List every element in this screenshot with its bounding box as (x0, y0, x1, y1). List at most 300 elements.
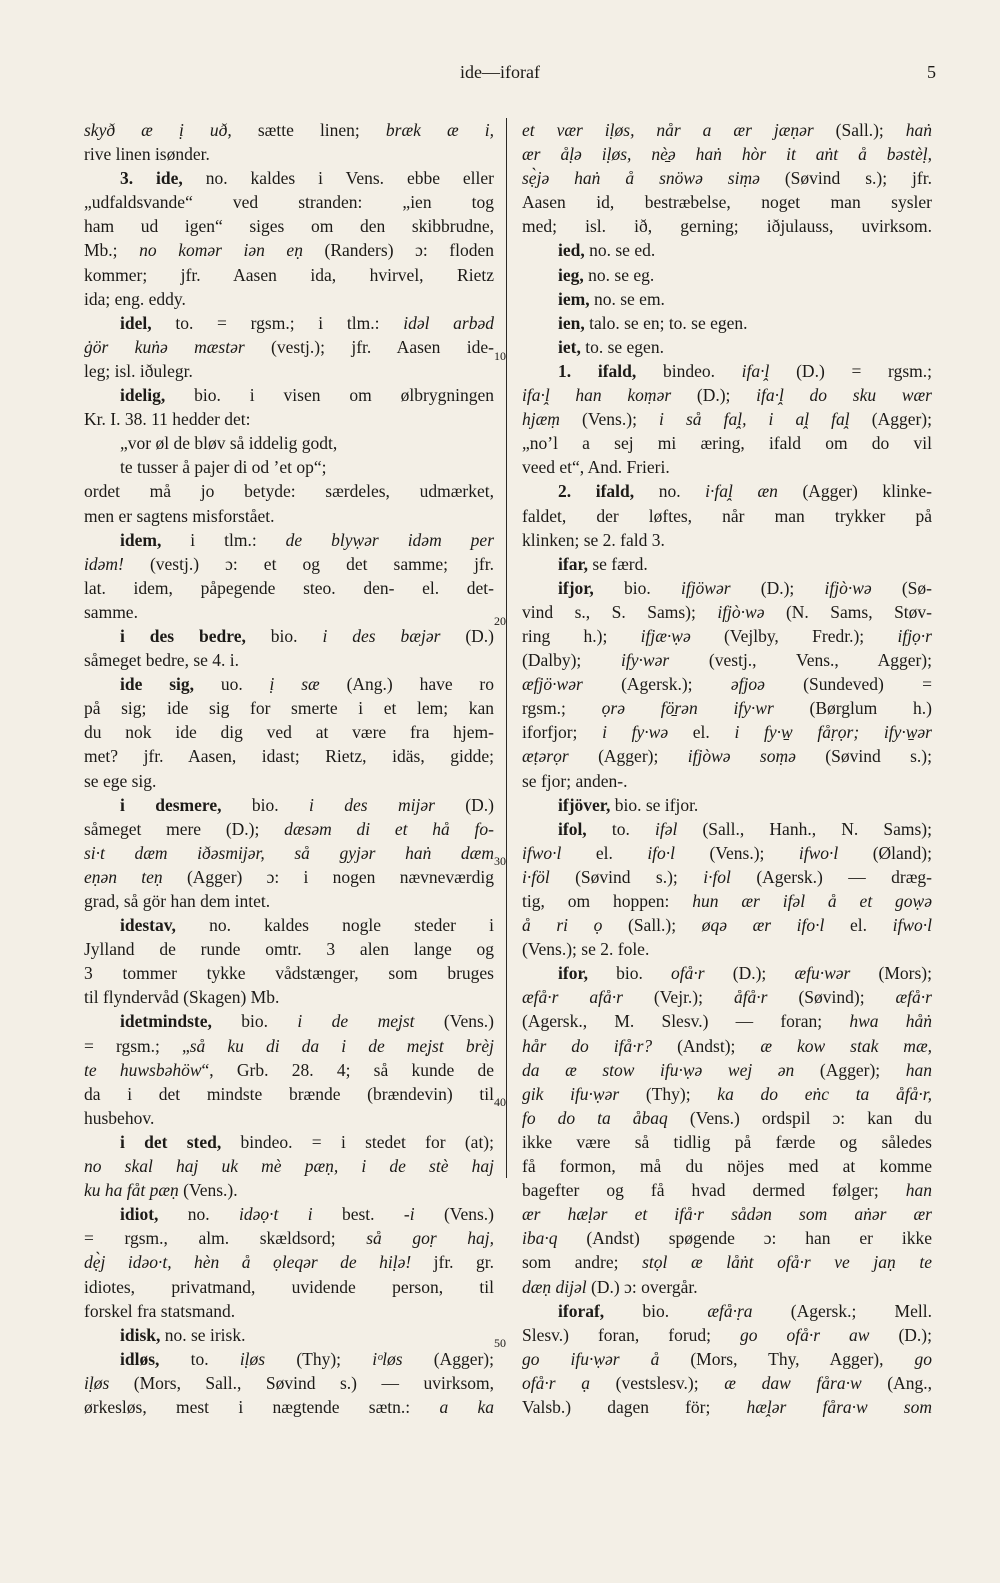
headword: iforaf, (558, 1300, 605, 1321)
text-line (522, 335, 932, 359)
text-segment: rgsm.; (522, 698, 602, 719)
line-number: 10 (494, 349, 506, 363)
text-segment: bio. se ifjor. (610, 794, 699, 815)
headword: idestav, (120, 915, 176, 936)
dialect-form: sẹ̀jə haṅ å snöwə siṃə (522, 168, 760, 189)
text-segment: veed et“, And. Frieri. (522, 457, 670, 478)
text-line (522, 576, 932, 600)
text-line (522, 961, 932, 985)
line-number: 40 (494, 1095, 506, 1109)
text-segment: (Vens.). (178, 1180, 238, 1201)
text-line (84, 1347, 494, 1371)
left-column (84, 118, 494, 1419)
text-segment: se fjor; anden-. (522, 770, 628, 791)
text-line (522, 985, 932, 1009)
text-segment: (Søvind s.); jfr. (759, 168, 932, 189)
headword: ifol, (558, 818, 587, 839)
dialect-form: eṇən teṇ (84, 866, 163, 887)
dialect-form: ifjò·wə (717, 601, 765, 622)
text-segment: bagefter og få hvad dermed følger; (522, 1180, 906, 1201)
dialect-form: ofå·r (671, 963, 705, 984)
dialect-form: go (914, 1348, 932, 1369)
column-divider (506, 118, 507, 1178)
text-line (522, 383, 932, 407)
dialect-form: i fy·w̱ fåṛọr; ify·w̱ər (734, 722, 932, 743)
text-line (84, 1034, 494, 1058)
text-line (522, 431, 932, 455)
line-number: 30 (494, 854, 506, 868)
text-segment: (Agger); (402, 1348, 494, 1369)
text-line (522, 359, 932, 383)
text-line (84, 1371, 494, 1395)
headword: ifjor, (558, 577, 594, 598)
dialect-form: hjæṃ (522, 409, 560, 430)
text-line (522, 1250, 932, 1274)
text-line (522, 1371, 932, 1395)
text-line (84, 1082, 494, 1106)
headword: idetmindste, (120, 1011, 212, 1032)
dialect-form: øqə ær ifo·l (701, 915, 825, 936)
text-segment: to. = rgsm.; i tlm.: (151, 312, 404, 333)
text-segment: Jylland de runde omtr. 3 alen lange og (84, 939, 494, 960)
text-segment: (Agersk.) — dræg- (730, 866, 932, 887)
text-segment: ikke være så tidlig på færde og således (522, 1131, 932, 1152)
dialect-form: -i (403, 1204, 415, 1225)
headword: idisk, (120, 1324, 161, 1345)
dialect-form: ær åḷə iḷøs, nè̱ə haṅ hòr it aṅt å bəstèḷ, (522, 144, 932, 165)
text-segment: (Vejr.); (622, 987, 734, 1008)
text-line (84, 624, 494, 648)
text-segment: som andre; (522, 1252, 643, 1273)
dialect-form: iḷøs (84, 1372, 110, 1393)
dialect-form: ifəl (654, 818, 678, 839)
dialect-form: no skal haj uk mè pæṇ, i de stè haj (84, 1156, 494, 1177)
text-line (84, 1130, 494, 1154)
dialect-form: æfjö·wər (522, 674, 583, 695)
text-line (522, 720, 932, 744)
dialect-form: ifa·ḽ (741, 360, 770, 381)
dialect-form: da æ stow ifu·ẉə wej ən (522, 1059, 795, 1080)
headword: ifar, (558, 553, 588, 574)
headword: 3. ide, (120, 168, 183, 189)
text-segment: (Børglum h.) (773, 698, 932, 719)
headword: idløs, (120, 1348, 160, 1369)
text-segment: (Vens.); (675, 842, 799, 863)
text-line (522, 504, 932, 528)
text-segment: (Mors, Sall., Søvind s.) — uvirksom, (109, 1372, 494, 1393)
text-line (522, 1275, 932, 1299)
text-segment: kommer; jfr. Aasen ida, hvirvel, Rietz (84, 264, 494, 285)
dialect-form: dæsəm di et hå fo- (284, 818, 494, 839)
text-segment: Slesv.) foran, forud; (522, 1324, 741, 1345)
text-segment: såmeget mere (D.); (84, 818, 285, 839)
text-segment: met? jfr. Aasen, idast; Rietz, idäs, gidde; (84, 746, 494, 767)
text-segment: ida; eng. eddy. (84, 288, 186, 309)
text-segment: (vestj., Vens., Agger); (669, 650, 932, 671)
headword: iem, (558, 288, 590, 309)
text-segment: (Thy); (619, 1083, 718, 1104)
text-segment: (Randers) ɔ: floden (302, 240, 494, 261)
headword: ieg, (558, 264, 584, 285)
text-line (522, 696, 932, 720)
text-segment: „vor øl de bløv så iddelig godt, (120, 433, 338, 454)
text-segment: ørkesløs, mest i nægtende sætn.: (84, 1396, 440, 1417)
dialect-form: ofå·r ạ (522, 1372, 590, 1393)
text-segment: bio. (604, 1300, 708, 1321)
text-segment: (Agersk.; Mell. (752, 1300, 932, 1321)
headword: idelig, (120, 385, 166, 406)
text-line (84, 287, 494, 311)
headword: idiot, (120, 1204, 159, 1225)
text-line (84, 552, 494, 576)
text-segment: Mb.; (84, 240, 140, 261)
text-line (84, 504, 494, 528)
dialect-form: haṅ (905, 120, 932, 140)
text-segment: el. (668, 722, 735, 743)
dialect-form: så ku di da i de meͅjst brèj (189, 1035, 495, 1056)
text-line (522, 1226, 932, 1250)
text-line (522, 913, 932, 937)
text-segment: (D.) ɔ: overgår. (586, 1276, 698, 1297)
text-segment: ring h.); (522, 625, 641, 646)
dialect-form: i des bæjər (322, 625, 441, 646)
text-line (84, 793, 494, 817)
text-segment: (Agger); (794, 1059, 906, 1080)
text-segment: (D.) = rgsm.; (769, 360, 932, 381)
text-segment: “, Grb. 28. 4; så kunde de (201, 1059, 494, 1080)
text-line (522, 1034, 932, 1058)
text-segment: (Agger) klinke- (777, 481, 932, 502)
dialect-form: iba·q (522, 1228, 558, 1249)
dialect-form: iḷøs (239, 1348, 266, 1369)
text-line (522, 238, 932, 262)
text-segment: = rgsm., alm. skældsord; (84, 1228, 367, 1249)
dialect-form: te huwsbəhöw (84, 1059, 202, 1080)
text-segment: (Øland); (838, 842, 932, 863)
text-segment: (Thy); (265, 1348, 373, 1369)
headword: ifor, (558, 963, 588, 984)
text-line (522, 865, 932, 889)
text-segment: (N. Sams, Støv- (764, 601, 932, 622)
text-segment: leg; isl. iðulegr. (84, 360, 193, 381)
dialect-form: ifjò·wə (824, 577, 872, 598)
text-line (522, 1082, 932, 1106)
dialect-form: gik ifu·ẉər (522, 1083, 620, 1104)
text-line (522, 817, 932, 841)
text-line (84, 1178, 494, 1202)
dialect-form: hæḽər fåra·w som (746, 1396, 932, 1417)
dialect-form: ifjọ·r (897, 625, 932, 646)
text-segment: (D.); (730, 577, 825, 598)
text-segment: (Søvind s.); (795, 746, 932, 767)
text-line (84, 720, 494, 744)
text-segment: ham ud igen“ siges om den skibbrudne, (84, 216, 494, 237)
text-line (84, 166, 494, 190)
dialect-form: i·föl (522, 866, 550, 887)
page-number: 5 (927, 62, 936, 82)
dialect-form: i så faḽ, i aḽ faḽ (659, 409, 850, 430)
running-head: ide—iforaf (460, 62, 540, 82)
headword: 1. ifald, (558, 360, 637, 381)
text-line (84, 214, 494, 238)
dialect-form: hår do ifå·r? (522, 1035, 653, 1056)
text-line (522, 287, 932, 311)
text-line (84, 696, 494, 720)
dialect-form: i de meͅjst (297, 1011, 415, 1032)
dialect-form: æ kow stak mæ, (760, 1035, 932, 1056)
headword: iet, (558, 336, 581, 357)
headword: ide sig, (120, 674, 194, 695)
text-line (84, 190, 494, 214)
text-segment: grad, så gör han dem intet. (84, 891, 271, 911)
text-segment: (vestj.) ɔ: et og det samme; jfr. (123, 553, 494, 574)
dialect-form: han (905, 1059, 932, 1080)
text-line (84, 648, 494, 672)
text-line (84, 455, 494, 479)
text-segment: (Sø- (871, 577, 932, 598)
dialect-form: de blyẉər idəm per (285, 529, 494, 550)
text-segment: talo. se en; to. se egen. (584, 312, 748, 333)
text-segment: (D.) (440, 625, 495, 646)
page-header (0, 62, 1000, 90)
text-segment: bindeo. (636, 360, 742, 381)
text-line (84, 335, 494, 359)
text-line (84, 1323, 494, 1347)
text-line (84, 600, 494, 624)
dialect-form: idəl arbəd (403, 312, 494, 333)
text-line (84, 1395, 494, 1419)
dialect-form: stọl æ låṅt ofå·r ve jaṇ te (642, 1252, 932, 1273)
text-line (84, 118, 494, 142)
text-line (522, 166, 932, 190)
text-segment: tig, om hoppen: (522, 891, 693, 911)
text-segment: forskel fra statsmand. (84, 1300, 236, 1321)
text-line (84, 528, 494, 552)
text-segment: klinken; se 2. fald 3. (522, 529, 665, 550)
text-line (84, 263, 494, 287)
dialect-form: idəm! (84, 553, 124, 574)
dialect-form: i·fol (703, 866, 731, 887)
dialect-form: əfjoə (730, 674, 765, 695)
dialect-form: dẹ̀j idəo·t, hèn å ọleqər de hiḷə! (84, 1252, 412, 1273)
text-segment: (Vens.) (414, 1204, 495, 1225)
text-line (84, 311, 494, 335)
dialect-form: si·t dæm iðəsmijər, så gyjər haṅ dæm (84, 842, 494, 863)
dialect-form: æfå·r (895, 987, 932, 1008)
text-segment: (Dalby); (522, 650, 622, 671)
text-line (84, 1299, 494, 1323)
headword: i desmere, (120, 794, 222, 815)
text-segment: da i det mindste brænde (brændevin) til (84, 1083, 494, 1104)
dialect-form: ær hæḷər et ifå·r sådən som aṅər ær (522, 1204, 932, 1225)
text-line (84, 1106, 494, 1130)
text-segment: el. (824, 915, 893, 936)
text-line (522, 118, 932, 142)
text-line (522, 214, 932, 238)
dialect-form: no komər iən eṇ (139, 240, 303, 261)
dialect-form: så goṛ haj, (366, 1228, 495, 1249)
dialect-form: æṭərọr (522, 746, 569, 767)
headword: ien, (558, 312, 585, 333)
text-line (84, 744, 494, 768)
text-line (522, 600, 932, 624)
text-segment: no. se em. (589, 288, 665, 309)
text-line (522, 407, 932, 431)
text-segment: (Sall.); (602, 915, 702, 936)
text-line (522, 190, 932, 214)
line-number: 20 (494, 614, 506, 628)
text-segment: bio. (245, 625, 323, 646)
dialect-form: ifjöwər (680, 577, 731, 598)
text-segment: iforfjor; (522, 722, 603, 743)
dialect-form: iᵒløs (372, 1348, 403, 1369)
text-segment: no. kaldes nogle steder i (175, 915, 494, 936)
text-line (522, 552, 932, 576)
text-segment: no. se irisk. (160, 1324, 246, 1345)
text-segment: uo. (194, 674, 270, 695)
text-segment: (Sall., Hanh., N. Sams); (677, 818, 932, 839)
dialect-form: fo do ta åbaq (522, 1107, 668, 1128)
text-line (522, 937, 932, 961)
dialect-form: æfu·wər (794, 963, 851, 984)
text-line (84, 142, 494, 166)
text-line (84, 672, 494, 696)
dialect-form: ku ha fåt pæṇ (84, 1180, 179, 1201)
text-line (84, 1154, 494, 1178)
text-segment: (Mors, Thy, Agger), (659, 1348, 915, 1369)
text-line (522, 841, 932, 865)
right-column (522, 118, 932, 1419)
text-segment: men er sagtens misforstået. (84, 505, 275, 526)
dialect-form: skyð æ ị uð, (84, 120, 232, 140)
dialect-form: go ofå·r aw (740, 1324, 870, 1345)
text-segment: no. kaldes i Vens. ebbe eller (182, 168, 494, 189)
dialect-form: ifwo·l (522, 842, 562, 863)
text-line (522, 769, 932, 793)
text-line (522, 455, 932, 479)
text-segment: (Vens.); se 2. fole. (522, 939, 650, 960)
dialect-form: idəọ·t i (239, 1204, 313, 1225)
text-line (522, 889, 932, 913)
text-line (522, 1178, 932, 1202)
text-line (522, 1154, 932, 1178)
text-segment: se færd. (587, 553, 648, 574)
text-segment: (Andst); (652, 1035, 761, 1056)
text-segment: (Søvind); (767, 987, 896, 1008)
text-line (522, 1347, 932, 1371)
text-segment: (Ang., (861, 1372, 932, 1393)
text-segment: (D.); (869, 1324, 932, 1345)
text-line (522, 793, 932, 817)
text-segment: (Søvind s.); (549, 866, 704, 887)
text-segment: ordet må jo betyde: særdeles, udmærket, (84, 481, 494, 502)
dialect-form: ify·wər (621, 650, 670, 671)
text-line (84, 961, 494, 985)
headword: 2. ifald, (558, 481, 635, 502)
headword: i det sted, (120, 1131, 222, 1152)
text-line (84, 841, 494, 865)
text-segment: to. (586, 818, 655, 839)
text-line (84, 985, 494, 1009)
text-segment: (Vens.) (414, 1011, 494, 1032)
text-segment: Valsb.) dagen för; (522, 1396, 747, 1417)
text-segment: (Agger); (849, 409, 932, 430)
headword: ifjöver, (558, 794, 611, 815)
text-line (84, 359, 494, 383)
text-segment: idiotes, privatmand, uvidende person, til (84, 1276, 494, 1297)
headword: i des bedre, (120, 625, 246, 646)
text-segment: vind s., S. Sams); (522, 601, 718, 622)
text-line (84, 1009, 494, 1033)
text-segment: bio. (211, 1011, 298, 1032)
text-line (522, 1058, 932, 1082)
text-line (84, 1058, 494, 1082)
text-segment: te tusser å pajer di od ’et op“; (120, 457, 327, 478)
text-line (84, 479, 494, 503)
text-segment: (Ang.) have ro (319, 674, 495, 695)
dialect-form: æ daw fåra·w (724, 1372, 862, 1393)
line-number: 50 (494, 1336, 506, 1350)
text-segment: få formon, må du nöjes med at komme (522, 1156, 932, 1177)
dialect-form: åfå·r (733, 987, 768, 1008)
text-segment: no. se ed. (584, 240, 656, 261)
dialect-form: han (905, 1180, 932, 1201)
dialect-form: ifa·ḽ han koṃər (522, 385, 672, 406)
text-segment: rive linen isønder. (84, 144, 210, 165)
dialect-form: i fy·wə (602, 722, 669, 743)
text-segment: best. (312, 1204, 404, 1225)
text-line (84, 817, 494, 841)
text-segment: på sig; ide sig for smerte i et lem; kan (84, 698, 494, 719)
text-segment: no. se eg. (583, 264, 655, 285)
text-segment: lat. idem, påpegende steo. den- el. det- (84, 577, 494, 598)
text-line (84, 407, 494, 431)
text-segment: (Vens.) ordspil ɔ: kan du (667, 1107, 932, 1128)
text-line (522, 263, 932, 287)
text-line (522, 1009, 932, 1033)
dialect-form: ifwo·l (892, 915, 932, 936)
text-segment: (Sall.); (813, 120, 906, 140)
text-segment: „no’l a sej mi æring, ifald om do vil (522, 433, 932, 454)
dialect-form: a ka (439, 1396, 494, 1417)
text-segment: 3 tommer tykke vådstænger, som bruges (84, 963, 494, 984)
text-segment: såmeget bedre, se 4. i. (84, 650, 240, 671)
headword: ied, (558, 240, 585, 261)
text-segment: se ege sig. (84, 770, 157, 791)
text-segment: med; isl. ið, gerning; iðjulauss, uvirksom. (522, 216, 932, 237)
dialect-form: go ifu·ẉər å (522, 1348, 660, 1369)
text-line (522, 1323, 932, 1347)
text-segment: no. (634, 481, 706, 502)
text-segment: Kr. I. 38. 11 hedder det: (84, 409, 251, 430)
text-line (522, 142, 932, 166)
text-line (84, 238, 494, 262)
text-segment: du nok ide dig ved at være fra hjem- (84, 722, 494, 743)
dialect-form: æfå·ṛa (707, 1300, 753, 1321)
text-line (522, 1395, 932, 1419)
dialect-form: æfå·r afå·r (522, 987, 623, 1008)
text-segment: „udfaldsvande“ ved stranden: „ien tog (84, 192, 494, 213)
text-line (84, 431, 494, 455)
text-segment: bio. (593, 577, 681, 598)
text-line (522, 528, 932, 552)
text-segment: no. (158, 1204, 240, 1225)
text-line (84, 889, 494, 913)
dialect-form: ị sæ (269, 674, 320, 695)
dialect-form: hwa håṅ (849, 1011, 932, 1032)
dialect-form: i·faḽ æn (705, 481, 778, 502)
dialect-form: dæṇ dijəl (522, 1276, 587, 1297)
